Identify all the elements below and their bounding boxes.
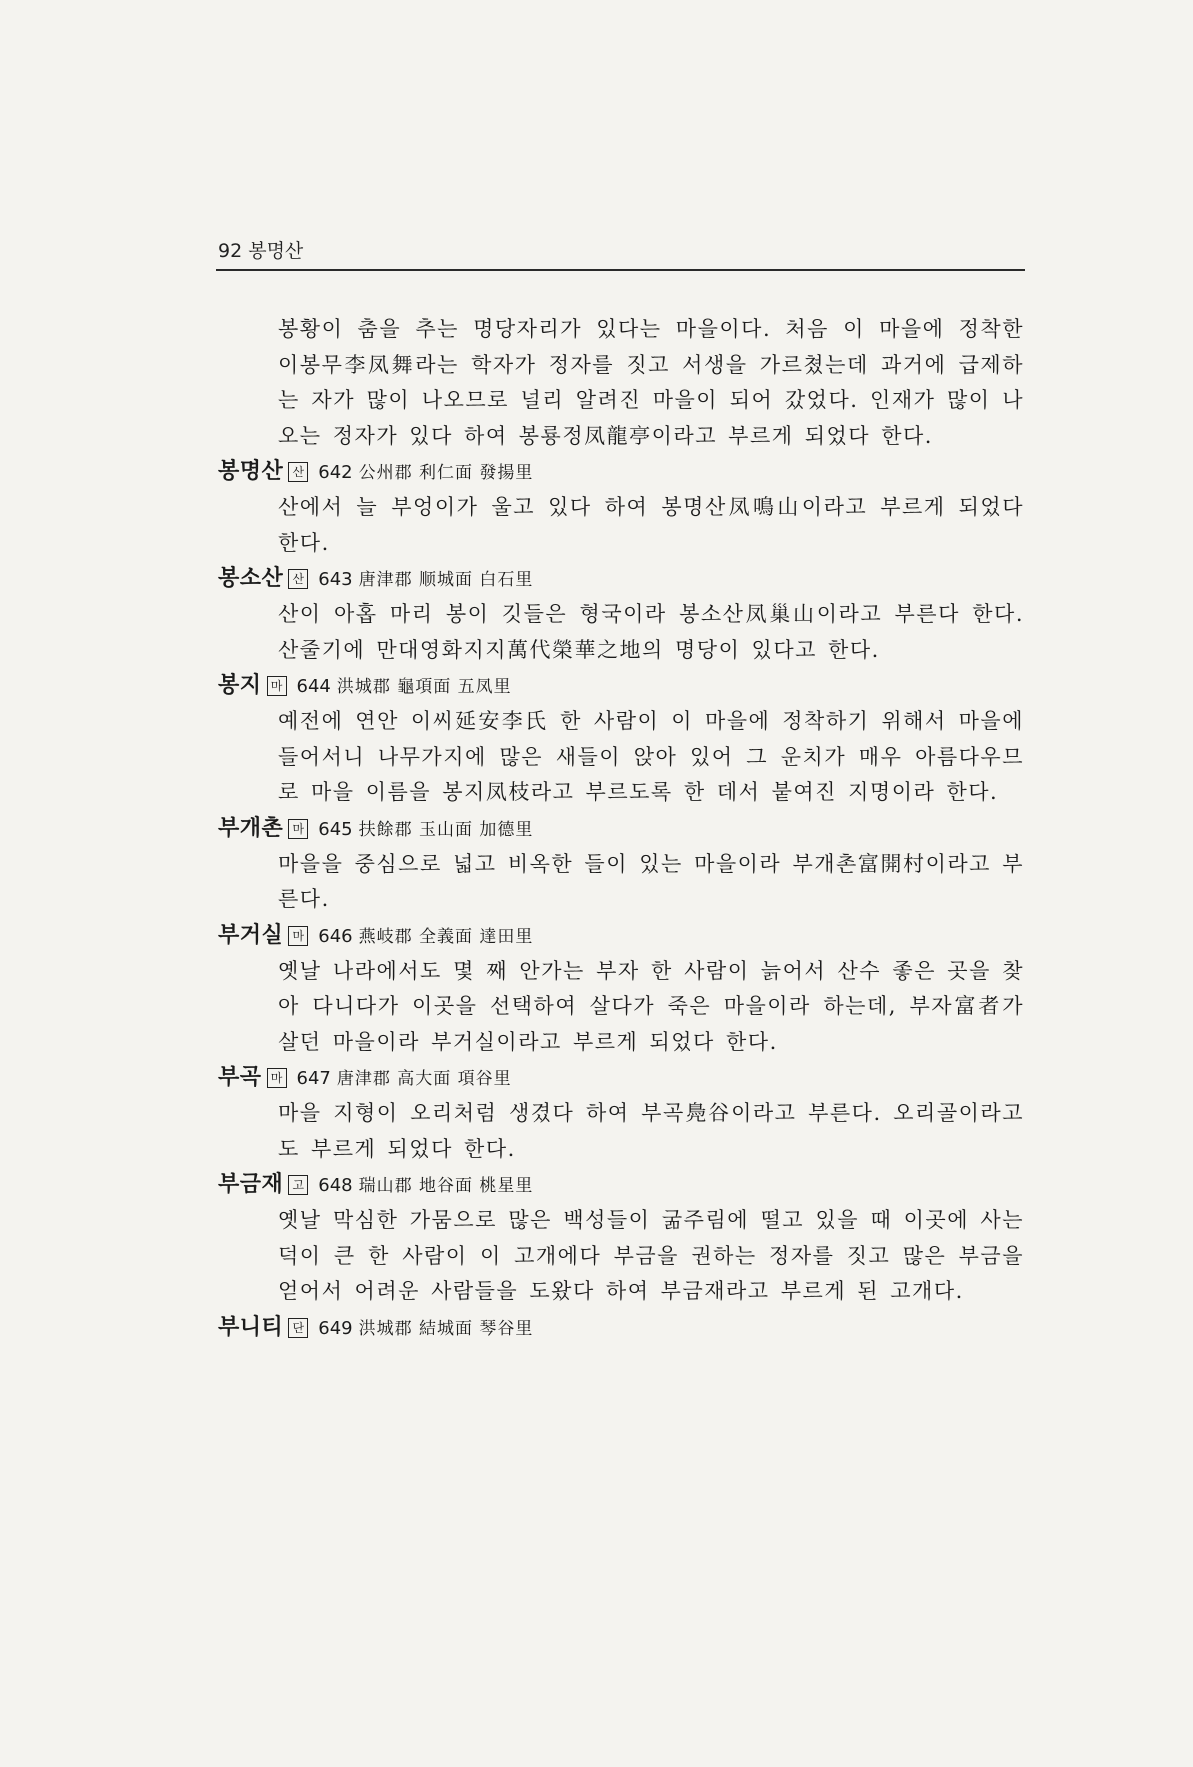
entry-name: 부곡 (218, 1065, 262, 1090)
entry-location: 洪城郡 龜項面 五凤里 (336, 677, 512, 697)
entry-type-tag: 마 (267, 676, 287, 696)
entry-location: 唐津郡 高大面 項谷里 (336, 1069, 512, 1089)
entry (218, 561, 1024, 668)
entry-name: 봉지 (218, 673, 262, 698)
entry (218, 918, 1024, 1061)
entry-location: 洪城郡 結城面 琴谷里 (358, 1318, 534, 1339)
entry-head (218, 668, 1024, 704)
entry-text: 산에서 늘 부엉이가 울고 있다 하여 봉명산凤鳴山이라고 부르게 되었다 한다. (278, 495, 1024, 555)
entry-head (218, 1060, 1024, 1096)
entry-text: 옛날 막심한 가뭄으로 많은 백성들이 굶주림에 떨고 있을 때 이곳에 사는 덕이 큰 한 사람이 이 고개에다 부금을 권하는 정자를 짓고 많은 부금을 얻어서 어려운 사람들을 도왔다 하여 부금재라고 부르게 된 고개다. (278, 1208, 1024, 1303)
entry-name: 부니티 (218, 1314, 284, 1340)
entry-number: 649 (318, 1317, 353, 1339)
entry-head (218, 811, 1024, 847)
entry-location: 瑞山郡 地谷面 桃星里 (358, 1176, 534, 1196)
entry-number: 648 (318, 1175, 353, 1196)
entry-head (218, 561, 1024, 597)
entry-number: 645 (318, 818, 353, 840)
entry-location: 扶餘郡 玉山面 加德里 (358, 819, 534, 840)
entry-text: 예전에 연안 이씨延安李氏 한 사람이 이 마을에 정착하기 위해서 마을에 들어서니 나무가지에 많은 새들이 앉아 있어 그 운치가 매우 아름다우므로 마을 이름을 봉지凤枝라고 부르도록 한 데서 붙여진 지명이라 한다. (278, 709, 1024, 804)
entry-type-tag: 산 (288, 462, 308, 482)
entry-number: 643 (318, 569, 353, 590)
entry-location: 唐津郡 顺城面 白石里 (358, 570, 534, 590)
entry-type-tag: 마 (288, 926, 308, 946)
entry-head (218, 918, 1024, 954)
entry-name: 부금재 (218, 1172, 284, 1197)
entry (218, 1167, 1024, 1310)
entry-name: 부개촌 (218, 815, 284, 841)
entry-number: 642 (318, 462, 353, 483)
entry-text: 옛날 나라에서도 몇 째 안가는 부자 한 사람이 늙어서 산수 좋은 곳을 찾아 다니다가 이곳을 선택하여 살다가 죽은 마을이라 하는데, 부자富者가 살던 마을이라 부거실이라고 부르게 되었다 한다. (278, 958, 1024, 1054)
entry-head (218, 1167, 1024, 1203)
entry-number: 647 (296, 1068, 331, 1089)
entry (218, 811, 1024, 918)
entry-location: 公州郡 利仁面 發揚里 (358, 463, 534, 483)
entry (218, 1060, 1024, 1167)
entry (218, 668, 1024, 811)
page-content (218, 312, 1024, 1346)
entry-text: 마을 지형이 오리처럼 생겼다 하여 부곡鳧谷이라고 부른다. 오리골이라고도 부르게 되었다 한다. (278, 1101, 1024, 1161)
entry-number: 646 (318, 925, 353, 947)
entry-type-tag: 단 (288, 1318, 308, 1338)
entry-head (218, 454, 1024, 490)
entry-type-tag: 마 (267, 1068, 287, 1088)
entry-location: 燕岐郡 全義面 達田里 (358, 926, 534, 947)
entry-type-tag: 산 (288, 569, 308, 589)
header-rule (216, 269, 1025, 271)
entry-number: 644 (296, 676, 331, 697)
entry (218, 454, 1024, 561)
entry-head (218, 1310, 1024, 1346)
page-header: 92 봉명산 (218, 240, 304, 262)
entry-name: 부거실 (218, 922, 284, 948)
entry-type-tag: 마 (288, 819, 308, 839)
entry-name: 봉명산 (218, 459, 284, 484)
entry (218, 1310, 1024, 1346)
entry-name: 봉소산 (218, 566, 284, 591)
entry-text: 산이 아홉 마리 봉이 깃들은 형국이라 봉소산凤巢山이라고 부른다 한다. 산줄기에 만대영화지지萬代榮華之地의 명당이 있다고 한다. (278, 602, 1024, 662)
entry-text: 마을을 중심으로 넓고 비옥한 들이 있는 마을이라 부개촌富開村이라고 부른다. (278, 851, 1024, 911)
entry-type-tag: 고 (288, 1175, 308, 1195)
intro-paragraph: 봉황이 춤을 추는 명당자리가 있다는 마을이다. 처음 이 마을에 정착한 이봉무李凤舞라는 학자가 정자를 짓고 서생을 가르쳤는데 과거에 급제하는 자가 많이 나오므로 널리 알려진 마을이 되어 갔었다. 인재가 많이 나오는 정자가 있다 하여 봉룡정凤龍亭이라고 부르게 되었다 한다. (278, 317, 1024, 448)
